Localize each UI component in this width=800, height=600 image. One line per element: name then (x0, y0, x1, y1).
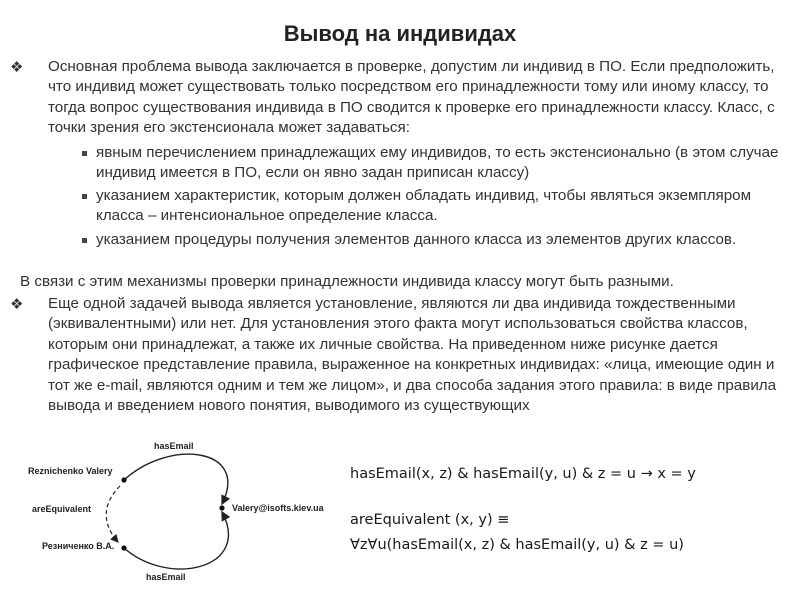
rule-formula: hasEmail(x, z) & hasEmail(y, u) & z = u → x = y (350, 466, 696, 482)
node-right-dot (219, 505, 224, 510)
edge-label-bottom: hasEmail (146, 572, 186, 582)
edge-top-line (124, 454, 228, 504)
sub-item-extensional: явным перечислением принадлежащих ему индивидов, то есть экстенсионально (в этом случае индивид имеется в ПО, если он явно задан приписан классу) (96, 144, 779, 182)
diamond-bullet-icon: ❖ (10, 59, 24, 76)
paragraph-mechanisms: В связи с этим механизмы проверки принадлежности индивида классу могут быть разными. (20, 273, 674, 290)
edge-label-left: areEquivalent (32, 504, 92, 514)
square-bullet-icon (82, 151, 87, 156)
definition-body: ∀z∀u(hasEmail(x, z) & hasEmail(y, u) & z = u) (350, 537, 684, 553)
edge-left-line (106, 486, 120, 542)
square-bullet-icon (82, 194, 87, 199)
definition-head: areEquivalent (x, y) ≡ (350, 512, 510, 528)
node-label-right: Valery@isofts.kiev.ua (232, 503, 324, 513)
square-bullet-icon (82, 238, 87, 243)
node-label-top: Reznichenko Valery (28, 466, 113, 476)
slide-title: Вывод на индивидах (283, 21, 517, 46)
diamond-bullet-icon: ❖ (10, 296, 24, 313)
node-top-dot (121, 477, 126, 482)
sub-item-intensional: указанием характеристик, которым должен обладать индивид, чтобы являться экземпляром класса – интенсиональное определение класса. (96, 187, 752, 225)
node-label-bottom: Резниченко В.А. (42, 541, 115, 551)
sub-item-procedure: указанием процедуры получения элементов данного класса из элементов других классов. (96, 231, 737, 248)
node-bottom-dot (121, 545, 126, 550)
paragraph-main-problem: Основная проблема вывода заключается в проверке, допустим ли индивид в ПО. Если предположить, что индивид может существовать только посредством его принадлежности тому или иному классу, то тогда вопрос существования индивида в ПО сводится к проверке его принадлежности классу. Класс, с точки зрения его экстенсионала может задаваться: (48, 58, 775, 137)
edge-label-top: hasEmail (154, 441, 194, 451)
paragraph-equivalence: Еще одной задачей вывода является установление, являются ли два индивида тождественными (эквивалентными) или нет. Для установления этого факта могут использоваться свойства классов, которым они принадлежат, а также их личные свойства. На приведенном ниже рисунке дается графическое представление правила, выраженное на конкретных индивидах: «лица, имеющие один и тот же e-mail, являются одним и тем же лицом», и два способа задания этого правила: в виде правила вывода и введением нового понятия, выводимого из существующих (48, 295, 777, 415)
edge-bottom-line (124, 512, 228, 569)
equivalence-diagram (20, 438, 360, 588)
